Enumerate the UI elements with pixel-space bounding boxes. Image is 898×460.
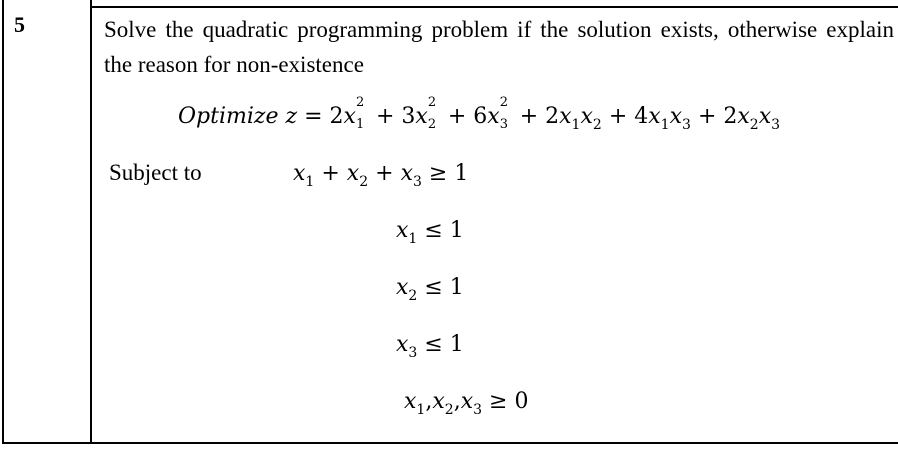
objective-function: Optimize z = 2x 2 1 + 3x 2 2 + 6x 2 3 + $2x_1x_2 + 4x_1x_3 + 2x_2x_3$ — [178, 95, 781, 133]
constraint-nonnegativity: $x_1,x_2,x_3 \ge 0$ — [404, 389, 529, 418]
question-number: 5 — [14, 12, 25, 37]
subject-to-label: Subject to — [109, 160, 202, 185]
table-top-border — [90, 6, 898, 8]
constraint-x1: $x_1 \le 1$ — [396, 218, 464, 247]
problem-statement: Solve the quadratic programming problem if the solution exists, otherwise explain the reason for non-existence — [104, 17, 894, 77]
constraint-sum: $x_1 + x_2 + x_3 \ge 1$ — [293, 161, 469, 190]
column-divider — [90, 0, 92, 444]
constraint-x3: $x_3 \le 1$ — [396, 332, 464, 361]
constraint-x2: $x_2 \le 1$ — [396, 275, 464, 304]
table-left-border — [2, 0, 4, 444]
objective-variable: z — [285, 104, 298, 129]
table-bottom-border — [2, 442, 898, 444]
optimize-keyword: Optimize — [178, 104, 279, 129]
